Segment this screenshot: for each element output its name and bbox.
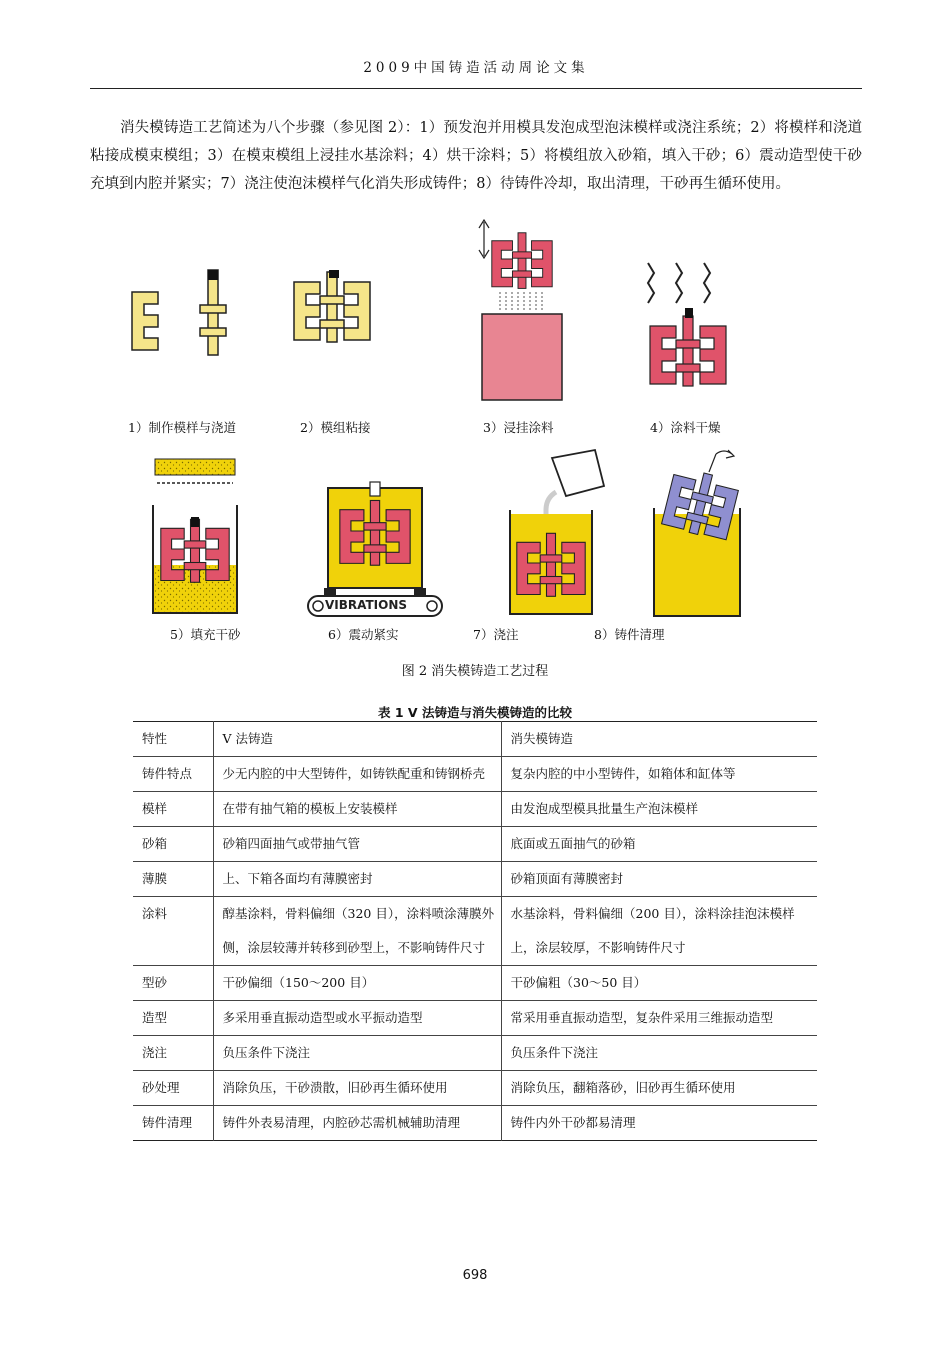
table-row — [133, 1106, 817, 1141]
figure-caption: 图 2 消失模铸造工艺过程 — [401, 664, 549, 679]
row-property: 模样 — [142, 801, 168, 816]
header-cell-property: 特性 — [142, 731, 168, 746]
row-v-process: 上、下箱各面均有薄膜密封 — [213, 862, 501, 897]
row-v-process: 多采用垂直振动造型或水平振动造型 — [213, 1001, 501, 1036]
step4-illustration — [636, 258, 736, 398]
row-lost-foam: 常采用垂直振动造型，复杂件采用三维振动造型 — [501, 1001, 817, 1036]
vibrations-label: VIBRATIONS — [325, 598, 408, 612]
row-v-process: 在带有抽气箱的模板上安装模样 — [213, 792, 501, 827]
row-lost-foam: 负压条件下浇注 — [501, 1036, 817, 1071]
step-caption-1: 1）制作模样与浇道 — [128, 420, 236, 435]
table-row — [133, 1036, 817, 1071]
table-row — [133, 897, 817, 966]
row-property: 薄膜 — [142, 871, 168, 886]
row-v-process: 少无内腔的中大型铸件，如铸铁配重和铸钢桥壳 — [213, 757, 501, 792]
table-row — [133, 1001, 817, 1036]
page-number: 698 — [462, 1268, 488, 1283]
step-caption-3: 3）浸挂涂料 — [483, 420, 554, 435]
step-caption-4: 4）涂料干燥 — [650, 420, 721, 435]
table-row — [133, 792, 817, 827]
row-lost-foam: 水基涂料，骨料偏细（200 目），涂料涂挂泡沫模样上，涂层较厚，不影响铸件尺寸 — [501, 897, 817, 966]
row-lost-foam: 复杂内腔的中小型铸件，如箱体和缸体等 — [501, 757, 817, 792]
running-header: 2009中国铸造活动周论文集 — [363, 60, 589, 76]
row-lost-foam: 由发泡成型模具批量生产泡沫模样 — [501, 792, 817, 827]
row-property: 型砂 — [142, 975, 168, 990]
step6-illustration — [300, 478, 450, 618]
row-v-process: 负压条件下浇注 — [213, 1036, 501, 1071]
row-lost-foam: 底面或五面抽气的砂箱 — [501, 827, 817, 862]
step-caption-8: 8）铸件清理 — [594, 627, 665, 642]
step8-illustration — [646, 448, 756, 620]
row-property: 铸件特点 — [142, 766, 193, 781]
row-v-process: 干砂偏细（150～200 目） — [213, 966, 501, 1001]
table-row — [133, 757, 817, 792]
row-lost-foam: 铸件内外干砂都易清理 — [501, 1106, 817, 1141]
row-lost-foam: 砂箱顶面有薄膜密封 — [501, 862, 817, 897]
row-property: 砂处理 — [142, 1080, 180, 1095]
row-property: 铸件清理 — [142, 1115, 193, 1130]
row-property: 浇注 — [142, 1045, 168, 1060]
step-caption-6: 6）震动紧实 — [328, 627, 399, 642]
step2-illustration — [290, 258, 380, 358]
step-caption-2: 2）模组粘接 — [300, 420, 371, 435]
body-paragraph: 消失模铸造工艺简述为八个步骤（参见图 2）：1）预发泡并用模具发泡成型泡沫模样或浇注系统；2）将模样和浇道粘接成模束模组；3）在模束模组上浸挂水基涂料；4）烘干涂料；5）将模组放入砂箱，填入干砂；6）震动造型使干砂充填到内腔并紧实；7）浇注使泡沫模样气化消失形成铸件；8）待铸件冷却，取出清理，干砂再生循环使用。 — [90, 120, 862, 192]
table-row — [133, 827, 817, 862]
step1-illustration — [120, 260, 240, 360]
row-v-process: 铸件外表易清理，内腔砂芯需机械辅助清理 — [213, 1106, 501, 1141]
row-property: 造型 — [142, 1010, 168, 1025]
table-row — [133, 966, 817, 1001]
step7-illustration — [500, 448, 630, 620]
step3-illustration — [470, 218, 570, 408]
table-row — [133, 862, 817, 897]
row-v-process: 醇基涂料，骨料偏细（320 目），涂料喷涂薄膜外侧，涂层较薄并转移到砂型上，不影响铸件尺寸 — [213, 897, 501, 966]
comparison-table — [133, 721, 817, 1141]
table-title: 表 1 V 法铸造与消失模铸造的比较 — [378, 705, 572, 720]
row-property: 涂料 — [142, 906, 168, 921]
table-header-row — [133, 722, 817, 757]
row-property: 砂箱 — [142, 836, 168, 851]
row-lost-foam: 消除负压，翻箱落砂，旧砂再生循环使用 — [501, 1071, 817, 1106]
table-row — [133, 1071, 817, 1106]
header-rule — [90, 88, 862, 89]
row-v-process: 消除负压，干砂溃散，旧砂再生循环使用 — [213, 1071, 501, 1106]
step-caption-5: 5）填充干砂 — [170, 627, 241, 642]
step5-illustration — [145, 455, 245, 620]
row-lost-foam: 干砂偏粗（30～50 目） — [501, 966, 817, 1001]
header-cell-v-process: V 法铸造 — [213, 722, 501, 757]
row-v-process: 砂箱四面抽气或带抽气管 — [213, 827, 501, 862]
header-cell-lost-foam: 消失模铸造 — [501, 722, 817, 757]
step-caption-7: 7）浇注 — [473, 627, 519, 642]
